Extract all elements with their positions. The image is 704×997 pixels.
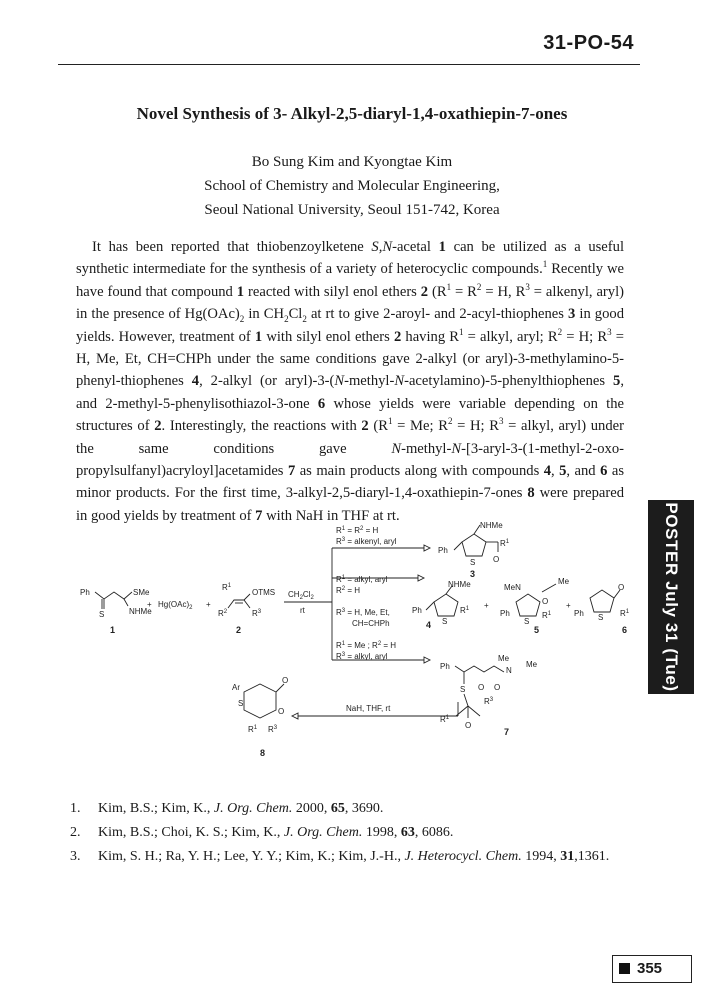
svg-text:O: O	[494, 683, 501, 692]
svg-text:Hg(OAc)2: $Hg(OAc)_2$	[158, 600, 193, 611]
svg-text:+: +	[206, 600, 211, 609]
svg-text:+: +	[566, 601, 571, 610]
svg-text:S: S	[524, 617, 530, 626]
compound-8	[232, 676, 288, 758]
svg-text:R3 = alkyl, aryl: $R^3$ = alkyl, aryl	[336, 652, 388, 661]
svg-text:+: +	[147, 600, 152, 609]
svg-text:OTMS: OTMS	[252, 588, 276, 597]
svg-text:Ph: Ph	[80, 588, 90, 597]
svg-text:O: O	[493, 555, 500, 564]
svg-text:NHMe: NHMe	[129, 607, 152, 616]
poster-session-label: POSTER July 31 (Tue)	[662, 502, 681, 692]
affiliation-line-1: School of Chemistry and Molecular Engineering,	[204, 178, 500, 194]
svg-text:CH=CHPh: CH=CHPh	[352, 619, 390, 628]
svg-text:Me: Me	[526, 660, 538, 669]
svg-text:CH2Cl2: $CH_2Cl_2$	[288, 590, 314, 601]
svg-text:NHMe: NHMe	[448, 580, 471, 589]
author-block	[0, 150, 704, 222]
affiliation-line-2: Seoul National University, Seoul 151-742, Korea	[204, 202, 500, 218]
svg-text:O: O	[542, 597, 549, 606]
svg-text:R3: $R^3$	[252, 609, 262, 618]
compound-5	[500, 577, 570, 635]
svg-text:S: S	[442, 617, 448, 626]
svg-text:Ph: Ph	[440, 662, 450, 671]
svg-text:7: 7	[504, 727, 510, 737]
compound-6	[574, 583, 630, 635]
svg-text:R1: $R^1$	[620, 609, 630, 618]
abstract-body	[76, 236, 624, 527]
svg-text:NHMe: NHMe	[480, 521, 503, 530]
svg-text:6: 6	[622, 625, 628, 635]
svg-text:R1 = alkyl, aryl: $R^1$ = alkyl, aryl	[336, 575, 388, 584]
svg-text:S: S	[598, 613, 604, 622]
svg-text:O: O	[278, 707, 285, 716]
svg-text:R1 = Me ; R2 = H: $R^1 = Me$ ; $R^2 = H$	[336, 641, 397, 650]
svg-text:R1: $R^1$	[460, 606, 470, 615]
reaction-scheme	[72, 520, 642, 770]
svg-text:Ph: Ph	[412, 606, 422, 615]
svg-text:3: 3	[470, 569, 476, 579]
reference-item: 1. Kim, B.S.; Kim, K., J. Org. Chem. 2000, 65, 3690.	[70, 801, 384, 816]
svg-text:R2 = H: $R^2 = H$	[336, 586, 361, 595]
header-rule	[58, 64, 640, 65]
svg-text:R3: $R^3$	[268, 725, 278, 734]
svg-text:1: 1	[110, 625, 116, 635]
poster-session-tab	[648, 500, 694, 694]
svg-text:Ph: Ph	[438, 546, 448, 555]
svg-text:NaH, THF, rt: NaH, THF, rt	[346, 704, 391, 713]
compound-7	[440, 654, 538, 737]
svg-text:Me: Me	[558, 577, 570, 586]
svg-text:Ar: Ar	[232, 683, 240, 692]
reference-item: 3. Kim, S. H.; Ra, Y. H.; Lee, Y. Y.; Kim, K.; Kim, J.-H., J. Heterocycl. Chem. 1994, 31,1361.	[70, 849, 610, 864]
svg-text:S: S	[470, 558, 476, 567]
svg-text:Ph: Ph	[500, 609, 510, 618]
compound-3	[438, 521, 510, 579]
svg-text:O: O	[618, 583, 625, 592]
svg-text:2: 2	[236, 625, 242, 635]
svg-text:R3 = H, Me, Et,: $R^3 = H$, Me, Et,	[336, 608, 390, 617]
svg-text:rt: rt	[300, 606, 305, 615]
svg-text:SMe: SMe	[133, 588, 150, 597]
reference-item: 2. Kim, B.S.; Choi, K. S.; Kim, K., J. Org. Chem. 1998, 63, 6086.	[70, 825, 454, 840]
author-names: Bo Sung Kim and Kyongtae Kim	[251, 154, 453, 170]
svg-text:R1: $R^1$	[440, 715, 450, 724]
svg-text:R1: $R^1$	[542, 611, 552, 620]
svg-text:5: 5	[534, 625, 540, 635]
svg-text:Ph: Ph	[574, 609, 584, 618]
svg-text:S: S	[99, 610, 105, 619]
poster-code: 31-PO-54	[543, 32, 634, 54]
svg-text:MeN: MeN	[504, 583, 521, 592]
svg-text:Me: Me	[498, 654, 510, 663]
svg-text:S: S	[238, 699, 244, 708]
svg-text:R3 = alkenyl, aryl: $R^3$ = alkenyl, aryl	[336, 537, 397, 546]
abstract-paragraph: It has been reported that thiobenzoylketene S,N-acetal 1 can be utilized as a useful synthetic intermediate for the synthesis of a variety of heterocyclic compounds.$^1$ Recently we have found that compound 1 reacted with silyl enol ethers 2 ($R^1 = R^2 = H$, $R^3$ = alkenyl, aryl) in the presence of $Hg(OAc)_2$ in $CH_2Cl_2$ at rt to give 2-aroyl- and 2-acyl-thiophenes 3 in good yields. However, treatment of 1 with silyl enol ethers 2 having $R^1$ = alkyl, aryl; $R^2 = H$; $R^3 = H$, Me, Et, CH=CHPh under the same conditions gave 2-alkyl (or aryl)-3-methylamino-5-phenyl-thiophenes 4, 2-alkyl (or aryl)-3-(N-methyl-N-acetylamino)-5-phenylthiophenes 5, and 2-methyl-5-phenylisothiazol-3-one 6 whose yields were variable depending on the structures of 2. Interestingly, the reactions with 2 ($R^1 = Me$; $R^2 = H$; $R^3$ = alkyl, aryl) under the same conditions gave N-methyl-N-[3-aryl-3-(1-methyl-2-oxo-propylsulfanyl)acryloyl]acetamides 7 as main products along with compounds 4, 5, and 6 as minor products. For the first time, 3-alkyl-2,5-diaryl-1,4-oxathiepin-7-ones 8 were prepared in good yields by treatment of 7 with NaH in THF at rt.	[76, 239, 624, 524]
svg-text:R1: $R^1$	[248, 725, 258, 734]
page-number: 355	[637, 960, 663, 977]
svg-text:O: O	[282, 676, 289, 685]
svg-text:R2: $R^2$	[218, 609, 228, 618]
reference-list	[70, 797, 630, 869]
compound-1	[80, 588, 152, 635]
compound-2	[218, 583, 275, 635]
paper-title: Novel Synthesis of 3- Alkyl-2,5-diaryl-1,4-oxathiepin-7-ones	[136, 104, 568, 123]
svg-text:8: 8	[260, 748, 266, 758]
page-number-box	[612, 955, 692, 983]
svg-text:S: S	[460, 685, 466, 694]
svg-text:R1 = R2 = H: $R^1 = R^2 = H$	[336, 526, 379, 535]
svg-text:R1: $R^1$	[222, 583, 232, 592]
svg-text:R3: $R^3$	[484, 697, 494, 706]
svg-text:4: 4	[426, 620, 432, 630]
svg-text:O: O	[465, 721, 472, 730]
svg-text:+: +	[484, 601, 489, 610]
square-marker-icon	[619, 963, 630, 974]
svg-text:R1: $R^1$	[500, 539, 510, 548]
compound-4	[412, 580, 471, 630]
svg-text:N: N	[506, 666, 512, 675]
svg-text:O: O	[478, 683, 485, 692]
